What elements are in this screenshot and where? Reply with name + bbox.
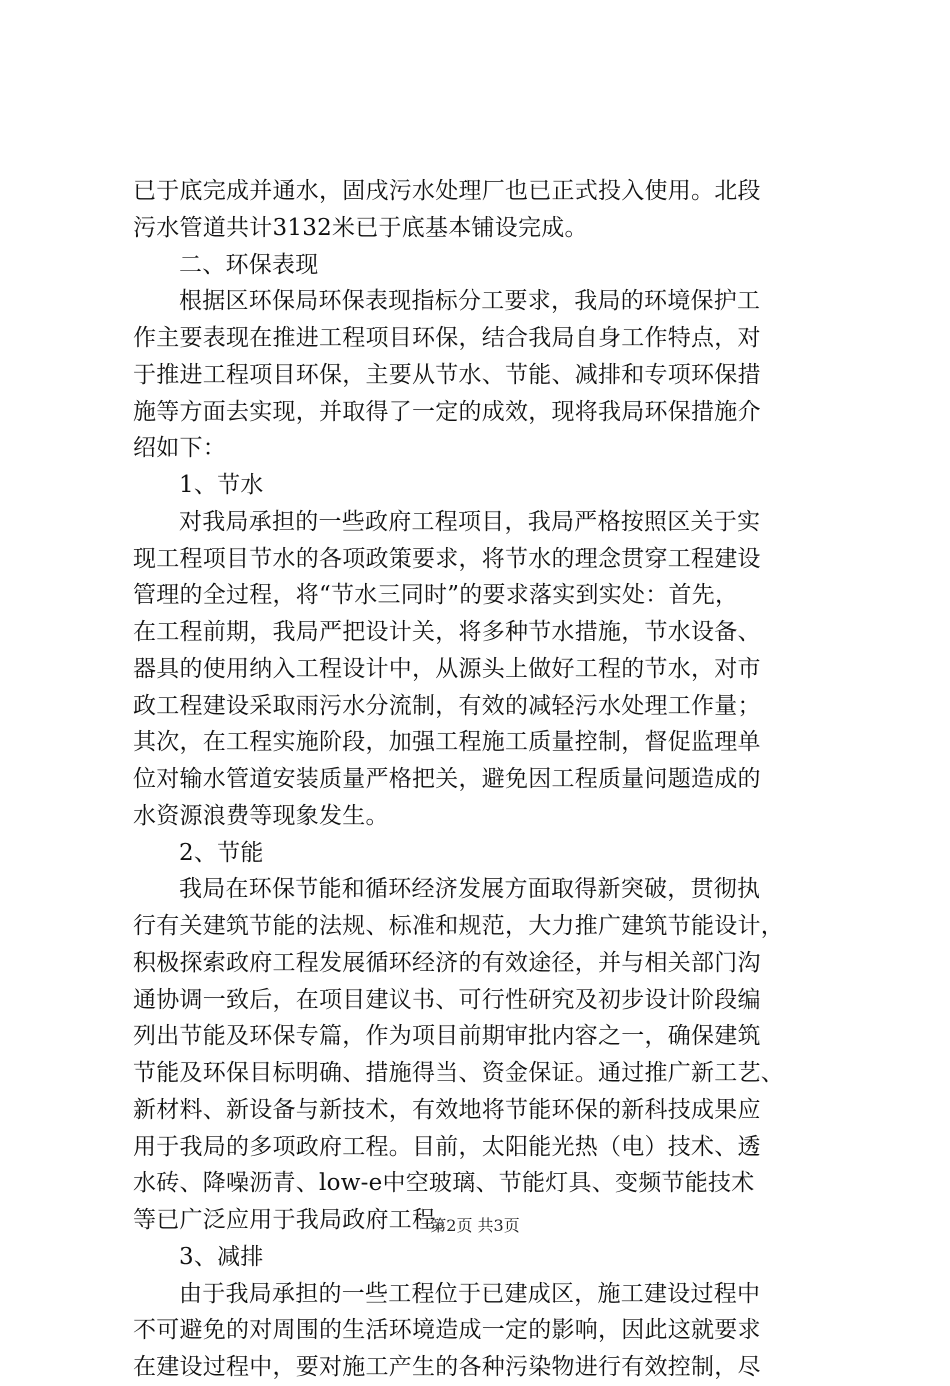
text-line: 现工程项目节水的各项政策要求，将节水的理念贯穿工程建设 [133, 545, 761, 572]
paragraph-start-line: 根据区环保局环保表现指标分工要求，我局的环境保护工 [179, 288, 761, 315]
paragraph-start-line: 2、节能 [179, 839, 264, 866]
text-line: 在工程前期，我局严把设计关，将多种节水措施，节水设备、 [133, 619, 761, 645]
text-line: 在建设过程中，要对施工产生的各种污染物进行有效控制，尽 [133, 1354, 761, 1380]
paragraph-start-line: 由于我局承担的一些工程位于已建成区，施工建设过程中 [179, 1280, 761, 1307]
text-line: 水资源浪费等现象发生。 [133, 802, 389, 829]
paragraph-start-line: 对我局承担的一些政府工程项目，我局严格按照区关于实 [179, 508, 761, 535]
text-line: 于推进工程项目环保，主要从节水、节能、减排和专项环保措 [133, 361, 761, 388]
text-line: 管理的全过程，将“节水三同时”的要求落实到实处：首先， [133, 582, 739, 609]
text-line: 不可避免的对周围的生活环境造成一定的影响，因此这就要求 [133, 1317, 761, 1344]
text-line: 等已广泛应用于我局政府工程。 [133, 1207, 459, 1233]
text-line: 水砖、降噪沥青、low-e中空玻璃、节能灯具、变频节能技术 [133, 1170, 755, 1197]
text-line: 绍如下： [133, 435, 226, 462]
paragraph-start-line: 1、节水 [179, 472, 264, 498]
text-line: 政工程建设采取雨污水分流制，有效的减轻污水处理工作量； [133, 692, 761, 719]
text-line: 用于我局的多项政府工程。目前，太阳能光热（电）技术、透 [133, 1133, 761, 1160]
text-line: 作主要表现在推进工程项目环保，结合我局自身工作特点，对 [133, 325, 761, 351]
document-body [133, 173, 823, 1386]
text-line: 列出节能及环保专篇，作为项目前期审批内容之一，确保建筑 [133, 1023, 761, 1050]
text-line: 通协调一致后，在项目建议书、可行性研究及初步设计阶段编 [133, 986, 761, 1013]
text-line: 器具的使用纳入工程设计中，从源头上做好工程的节水，对市 [133, 655, 761, 682]
page-footer: 第2页 共3页 [430, 1216, 520, 1235]
text-line: 行有关建筑节能的法规、标准和规范，大力推广建筑节能设计， [133, 913, 784, 939]
text-line: 位对输水管道安装质量严格把关，避免因工程质量问题造成的 [133, 766, 761, 792]
text-line: 节能及环保目标明确、措施得当、资金保证。通过推广新工艺、 [133, 1060, 784, 1086]
text-line: 已于底完成并通水，固戌污水处理厂也已正式投入使用。北段 [133, 178, 761, 204]
text-line: 施等方面去实现，并取得了一定的成效，现将我局环保措施介 [133, 398, 761, 425]
paragraph-start-line: 二、环保表现 [179, 251, 319, 278]
text-line: 污水管道共计3132米已于底基本铺设完成。 [133, 214, 588, 241]
paragraph-start-line: 我局在环保节能和循环经济发展方面取得新突破，贯彻执 [179, 876, 761, 903]
paragraph-start-line: 3、减排 [179, 1243, 264, 1270]
text-line: 其次，在工程实施阶段，加强工程施工质量控制，督促监理单 [133, 729, 761, 756]
text-line: 积极探索政府工程发展循环经济的有效途径，并与相关部门沟 [133, 949, 761, 976]
text-line: 新材料、新设备与新技术，有效地将节能环保的新科技成果应 [133, 1096, 761, 1123]
